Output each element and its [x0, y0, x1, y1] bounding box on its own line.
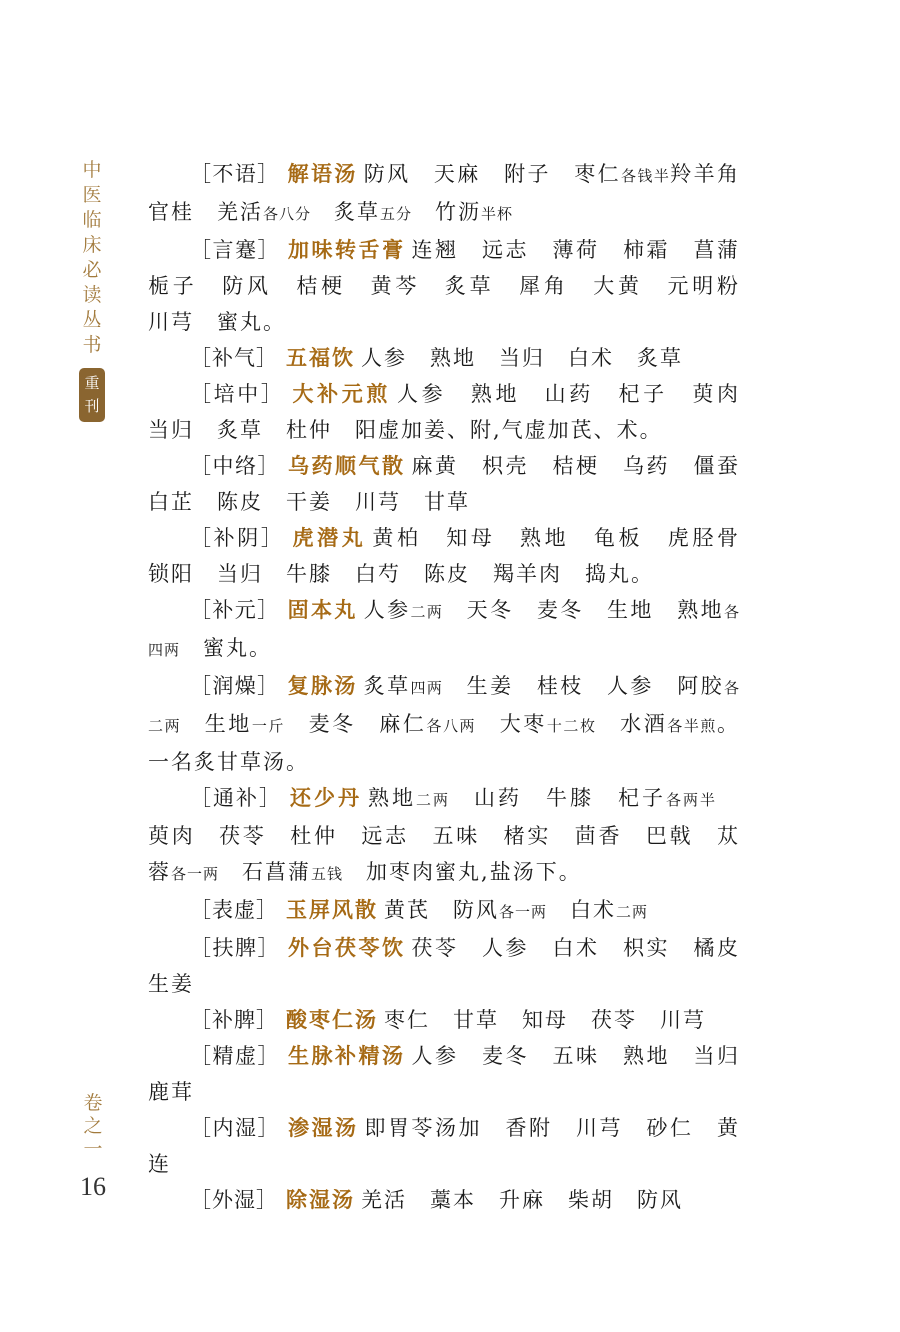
ingredient-segment: 山药 牛膝 杞子 — [450, 786, 666, 810]
formula-name: 渗湿汤 — [288, 1115, 359, 1140]
category-tag: ［补阴］ — [190, 526, 285, 550]
category-tag: ［言蹇］ — [190, 238, 280, 262]
ingredient-segment: 炙草 — [363, 674, 411, 698]
formula-entry — [148, 1038, 763, 1110]
formula-entry — [148, 376, 764, 448]
series-title-char: 书 — [82, 334, 102, 356]
formula-name: 加味转舌膏 — [288, 237, 406, 262]
dosage-note: 各二两 — [148, 679, 740, 735]
category-tag: ［外湿］ — [190, 1188, 278, 1212]
formula-entry — [148, 448, 763, 520]
formula-entry — [148, 592, 740, 668]
formula-name: 还少丹 — [290, 785, 362, 810]
formula-name: 乌药顺气散 — [288, 453, 406, 478]
category-tag: ［精虚］ — [190, 1044, 280, 1068]
ingredient-text — [384, 898, 648, 922]
ingredient-segment: 连翘 远志 薄荷 柿霜 菖蒲 栀子 防风 桔梗 黄芩 炙草 犀角 大黄 元明粉 川芎 蜜丸。 — [148, 238, 763, 334]
formula-list — [148, 156, 764, 1218]
ingredient-segment: 萸肉 茯苓 杜仲 远志 五味 楮实 茴香 巴戟 苁蓉 — [148, 786, 740, 884]
category-tag: ［扶脾］ — [190, 936, 280, 960]
formula-name: 酸枣仁汤 — [286, 1007, 378, 1032]
ingredient-segment: 。一名炙甘草汤。 — [148, 712, 741, 774]
formula-entry — [148, 780, 740, 892]
ingredient-segment: 白术 — [547, 898, 617, 922]
category-tag: ［表虚］ — [190, 898, 278, 922]
category-tag: ［不语］ — [190, 162, 280, 186]
dosage-note: 各四两 — [148, 603, 740, 659]
ingredient-text — [361, 346, 683, 370]
dosage-note: 二两 — [616, 903, 649, 921]
dosage-note: 各钱半 — [621, 167, 671, 185]
ingredient-segment: 炙草 — [311, 200, 381, 224]
formula-name: 大补元煎 — [292, 381, 391, 406]
ingredient-segment: 生姜 桂枝 人参 阿胶 — [443, 674, 724, 698]
dosage-note: 四两 — [410, 679, 444, 697]
dosage-note: 一斤 — [251, 717, 285, 735]
formula-name: 玉屏风散 — [286, 897, 378, 922]
seal-char: 重 — [84, 374, 100, 392]
ingredient-segment: 黄芪 防风 — [384, 898, 499, 922]
dosage-note: 五分 — [380, 205, 413, 223]
formula-entry — [148, 340, 740, 376]
ingredient-segment: 羚羊角 官桂 羌活 — [148, 162, 763, 224]
formula-name: 外台茯苓饮 — [288, 935, 406, 960]
volume-label — [81, 1092, 105, 1161]
page-number: 16 — [80, 1172, 106, 1201]
formula-entry — [148, 892, 740, 930]
ingredient-segment: 生地 — [181, 712, 252, 736]
dosage-note: 各一两 — [171, 865, 220, 883]
formula-name: 五福饮 — [286, 345, 355, 370]
formula-name: 除湿汤 — [286, 1187, 355, 1212]
dosage-note: 半杯 — [481, 205, 514, 223]
dosage-note: 各一两 — [499, 903, 548, 921]
category-tag: ［补元］ — [190, 598, 280, 622]
ingredient-text — [384, 1008, 706, 1032]
ingredient-text — [361, 1188, 683, 1212]
ingredient-segment: 大枣 — [476, 712, 547, 736]
category-tag: ［通补］ — [190, 786, 282, 810]
ingredient-segment: 加枣肉蜜丸,盐汤下。 — [343, 860, 582, 884]
ingredient-segment: 羌活 藁本 升麻 柴胡 防风 — [361, 1188, 683, 1212]
ingredient-segment: 防风 天麻 附子 枣仁 — [363, 162, 622, 186]
ingredient-segment: 黄柏 知母 熟地 龟板 虎胫骨 锁阳 当归 牛膝 白芍 陈皮 羯羊肉 捣丸。 — [148, 526, 764, 586]
ingredient-segment: 麦冬 麻仁 — [285, 712, 427, 736]
ingredient-segment: 人参 麦冬 五味 熟地 当归 鹿茸 — [148, 1044, 763, 1104]
formula-entry — [148, 520, 764, 592]
ingredient-segment: 人参 — [363, 598, 411, 622]
formula-entry — [148, 1110, 740, 1182]
seal-char: 刊 — [84, 397, 100, 415]
category-tag: ［内湿］ — [190, 1116, 280, 1140]
formula-name: 虎潜丸 — [292, 525, 367, 550]
ingredient-segment: 人参 熟地 山药 杞子 萸肉 当归 炙草 杜仲 阳虚加姜、附,气虚加芪、术。 — [148, 382, 764, 442]
seal-badge — [79, 368, 105, 422]
ingredient-segment: 人参 熟地 当归 白术 炙草 — [361, 346, 683, 370]
series-title-char: 医 — [82, 184, 102, 206]
ingredient-segment: 水酒 — [596, 712, 668, 736]
dosage-note: 五钱 — [311, 865, 344, 883]
ingredient-segment: 竹沥 — [412, 200, 482, 224]
formula-entry — [148, 668, 740, 780]
volume-char: 卷 — [83, 1092, 103, 1114]
ingredient-segment: 天冬 麦冬 生地 熟地 — [443, 598, 724, 622]
formula-entry — [148, 1002, 740, 1038]
dosage-note: 二两 — [416, 791, 450, 809]
ingredient-segment: 熟地 — [368, 786, 416, 810]
dosage-note: 各半煎 — [667, 717, 718, 735]
ingredient-segment: 石菖蒲 — [219, 860, 312, 884]
formula-name: 解语汤 — [287, 161, 358, 186]
dosage-note: 各八两 — [426, 717, 477, 735]
formula-entry — [148, 1182, 740, 1218]
category-tag: ［补气］ — [190, 346, 278, 370]
ingredient-segment: 即胃苓汤加 香附 川芎 砂仁 黄连 — [148, 1116, 740, 1176]
series-title-char: 读 — [82, 284, 102, 306]
formula-entry — [148, 232, 763, 340]
category-tag: ［中络］ — [190, 454, 280, 478]
ingredient-segment: 枣仁 甘草 知母 茯苓 川芎 — [384, 1008, 706, 1032]
ingredient-segment: 麻黄 枳壳 桔梗 乌药 僵蚕 白芷 陈皮 干姜 川芎 甘草 — [148, 454, 763, 514]
series-title-char: 临 — [82, 209, 102, 231]
formula-entry — [148, 930, 763, 1002]
ingredient-segment: 茯苓 人参 白术 枳实 橘皮 生姜 — [148, 936, 763, 996]
category-tag: ［培中］ — [190, 382, 285, 406]
dosage-note: 各八分 — [263, 205, 312, 223]
series-title — [78, 158, 106, 422]
formula-name: 复脉汤 — [287, 673, 358, 698]
category-tag: ［润燥］ — [190, 674, 280, 698]
formula-name: 生脉补精汤 — [288, 1043, 406, 1068]
dosage-note: 十二枚 — [546, 717, 597, 735]
dosage-note: 二两 — [410, 603, 444, 621]
category-tag: ［补脾］ — [190, 1008, 278, 1032]
ingredient-segment: 蜜丸。 — [180, 636, 273, 660]
formula-name: 固本丸 — [287, 597, 358, 622]
series-title-char: 中 — [82, 159, 102, 181]
series-title-char: 床 — [82, 234, 102, 256]
volume-char: 之 — [83, 1115, 103, 1137]
volume-char: 一 — [83, 1138, 103, 1160]
series-title-char: 必 — [82, 259, 102, 281]
series-title-char: 丛 — [82, 309, 102, 331]
dosage-note: 各两半 — [666, 791, 717, 809]
formula-entry — [148, 156, 763, 232]
